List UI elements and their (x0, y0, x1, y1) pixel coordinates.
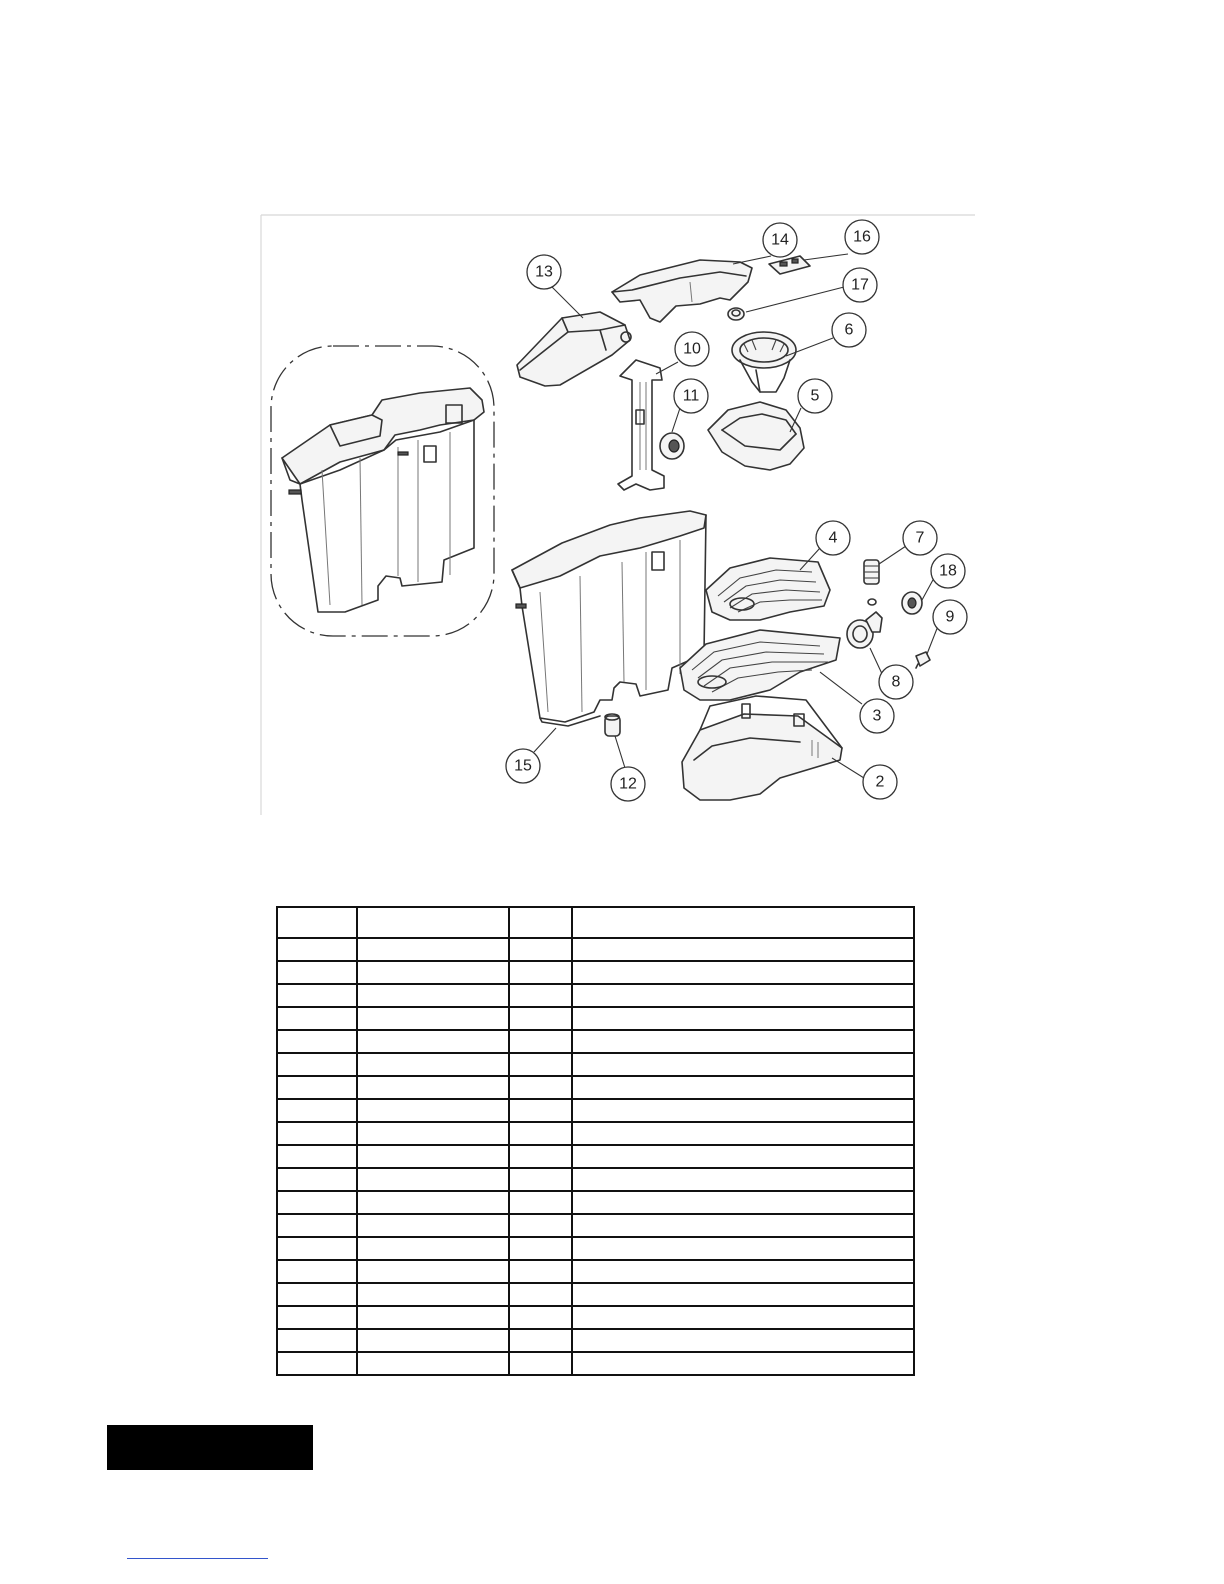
table-row (277, 961, 914, 984)
table-cell (509, 938, 572, 961)
table-cell (277, 1076, 357, 1099)
table-row (277, 1007, 914, 1030)
table-cell (277, 1306, 357, 1329)
callout-18 (931, 554, 965, 588)
table-cell (572, 1191, 914, 1214)
table-cell (509, 1191, 572, 1214)
table-row (277, 1191, 914, 1214)
table-cell (572, 1145, 914, 1168)
part-15-reservoir-body (512, 511, 706, 726)
callout-label-6: 6 (844, 321, 854, 339)
table-cell (509, 1283, 572, 1306)
table-cell (357, 1237, 509, 1260)
table-cell (277, 1191, 357, 1214)
table-cell (572, 1122, 914, 1145)
table-cell (277, 1145, 357, 1168)
table-cell (357, 1352, 509, 1375)
callout-label-13: 13 (535, 263, 553, 281)
table-cell (277, 938, 357, 961)
table-cell (509, 1030, 572, 1053)
callout-label-9: 9 (945, 608, 955, 626)
table-cell (572, 938, 914, 961)
parts-list-table (276, 906, 915, 1376)
callout-6 (832, 313, 866, 347)
redaction-bar (107, 1425, 313, 1470)
table-cell (572, 1260, 914, 1283)
table-cell (357, 1099, 509, 1122)
table-cell (277, 1352, 357, 1375)
table-cell (572, 1007, 914, 1030)
callout-7 (903, 521, 937, 555)
table-cell (357, 1306, 509, 1329)
part-4-grate (706, 558, 830, 620)
table-cell (357, 1122, 509, 1145)
callout-label-16: 16 (853, 228, 871, 246)
assembled-reservoir-inset (271, 346, 494, 636)
table-row (277, 1053, 914, 1076)
table-cell (357, 1076, 509, 1099)
callout-17 (843, 268, 877, 302)
callout-12 (611, 767, 645, 801)
table-cell (277, 1122, 357, 1145)
callout-2 (863, 765, 897, 799)
table-row (277, 984, 914, 1007)
table-cell (572, 1237, 914, 1260)
table-cell (509, 1145, 572, 1168)
table-row (277, 1030, 914, 1053)
table-cell (509, 984, 572, 1007)
callout-label-2: 2 (875, 773, 885, 791)
table-cell (277, 1053, 357, 1076)
callout-8 (879, 665, 913, 699)
table-cell (572, 1214, 914, 1237)
callout-label-8: 8 (891, 673, 901, 691)
table-cell (509, 961, 572, 984)
parts-table-body (277, 907, 914, 1375)
part-2-drip-tray (682, 696, 842, 800)
table-cell (357, 1053, 509, 1076)
table-row (277, 1099, 914, 1122)
table-cell (509, 1053, 572, 1076)
callout-11 (674, 379, 708, 413)
callout-label-7: 7 (915, 529, 925, 547)
part-16-label-plate (769, 256, 810, 274)
table-cell (509, 1306, 572, 1329)
table-cell (277, 1260, 357, 1283)
table-cell (357, 1168, 509, 1191)
table-cell (357, 1329, 509, 1352)
table-cell (357, 1260, 509, 1283)
table-cell (509, 1329, 572, 1352)
table-cell (572, 1076, 914, 1099)
part-7-fitting (864, 560, 879, 605)
table-cell (357, 1007, 509, 1030)
part-13-lid (517, 312, 631, 386)
table-cell (277, 1283, 357, 1306)
table-cell (277, 1214, 357, 1237)
table-cell (572, 961, 914, 984)
table-header-row (277, 907, 914, 938)
part-9-clip (916, 652, 930, 668)
callout-label-14: 14 (771, 231, 789, 249)
table-cell (509, 1076, 572, 1099)
table-cell (357, 907, 509, 938)
callout-3 (860, 699, 894, 733)
callout-4 (816, 521, 850, 555)
table-cell (572, 1168, 914, 1191)
table-cell (357, 961, 509, 984)
callout-15 (506, 749, 540, 783)
callout-16 (845, 220, 879, 254)
part-11-knob (660, 433, 684, 459)
table-cell (572, 1099, 914, 1122)
callout-14 (763, 223, 797, 257)
part-10-bracket (618, 360, 664, 490)
part-8-valve (847, 612, 882, 648)
part-17-cap (728, 308, 744, 320)
table-cell (509, 907, 572, 938)
table-row (277, 1260, 914, 1283)
table-cell (509, 1237, 572, 1260)
table-cell (572, 1352, 914, 1375)
table-row (277, 1168, 914, 1191)
table-cell (277, 961, 357, 984)
part-18-grommet (902, 592, 922, 614)
table-row (277, 1076, 914, 1099)
table-row (277, 1329, 914, 1352)
table-cell (572, 907, 914, 938)
table-cell (357, 1214, 509, 1237)
callout-label-11: 11 (682, 387, 700, 405)
table-cell (277, 1007, 357, 1030)
callout-label-3: 3 (872, 707, 882, 725)
table-row (277, 1237, 914, 1260)
callout-label-17: 17 (851, 276, 869, 294)
table-cell (509, 1260, 572, 1283)
table-row (277, 1352, 914, 1375)
table-cell (509, 1122, 572, 1145)
table-cell (509, 1168, 572, 1191)
part-12-plug (605, 714, 620, 736)
table-cell (277, 1099, 357, 1122)
table-row (277, 1214, 914, 1237)
table-row (277, 1283, 914, 1306)
callout-label-12: 12 (619, 775, 637, 793)
part-5-shield (708, 402, 804, 470)
table-cell (509, 1099, 572, 1122)
callout-label-4: 4 (828, 529, 838, 547)
table-cell (277, 984, 357, 1007)
table-cell (572, 984, 914, 1007)
table-cell (509, 1352, 572, 1375)
table-row (277, 1145, 914, 1168)
table-cell (357, 1191, 509, 1214)
table-cell (277, 1030, 357, 1053)
table-cell (357, 1145, 509, 1168)
table-cell (277, 907, 357, 938)
table-cell (277, 1168, 357, 1191)
table-cell (572, 1329, 914, 1352)
table-cell (572, 1030, 914, 1053)
footer-link-underline[interactable] (127, 1558, 268, 1559)
table-cell (357, 1283, 509, 1306)
table-row (277, 1122, 914, 1145)
callout-label-15: 15 (514, 757, 532, 775)
table-row (277, 938, 914, 961)
callout-label-18: 18 (939, 562, 957, 580)
part-6-funnel (732, 332, 796, 392)
table-cell (357, 1030, 509, 1053)
callout-13 (527, 255, 561, 289)
table-cell (572, 1283, 914, 1306)
table-cell (572, 1053, 914, 1076)
table-cell (277, 1329, 357, 1352)
callout-5 (798, 379, 832, 413)
table-row (277, 1306, 914, 1329)
callout-label-10: 10 (683, 340, 701, 358)
table-cell (572, 1306, 914, 1329)
table-cell (509, 1007, 572, 1030)
table-cell (509, 1214, 572, 1237)
callout-10 (675, 332, 709, 366)
table-cell (357, 938, 509, 961)
table-cell (277, 1237, 357, 1260)
callout-9 (933, 600, 967, 634)
callout-label-5: 5 (810, 387, 820, 405)
table-cell (357, 984, 509, 1007)
